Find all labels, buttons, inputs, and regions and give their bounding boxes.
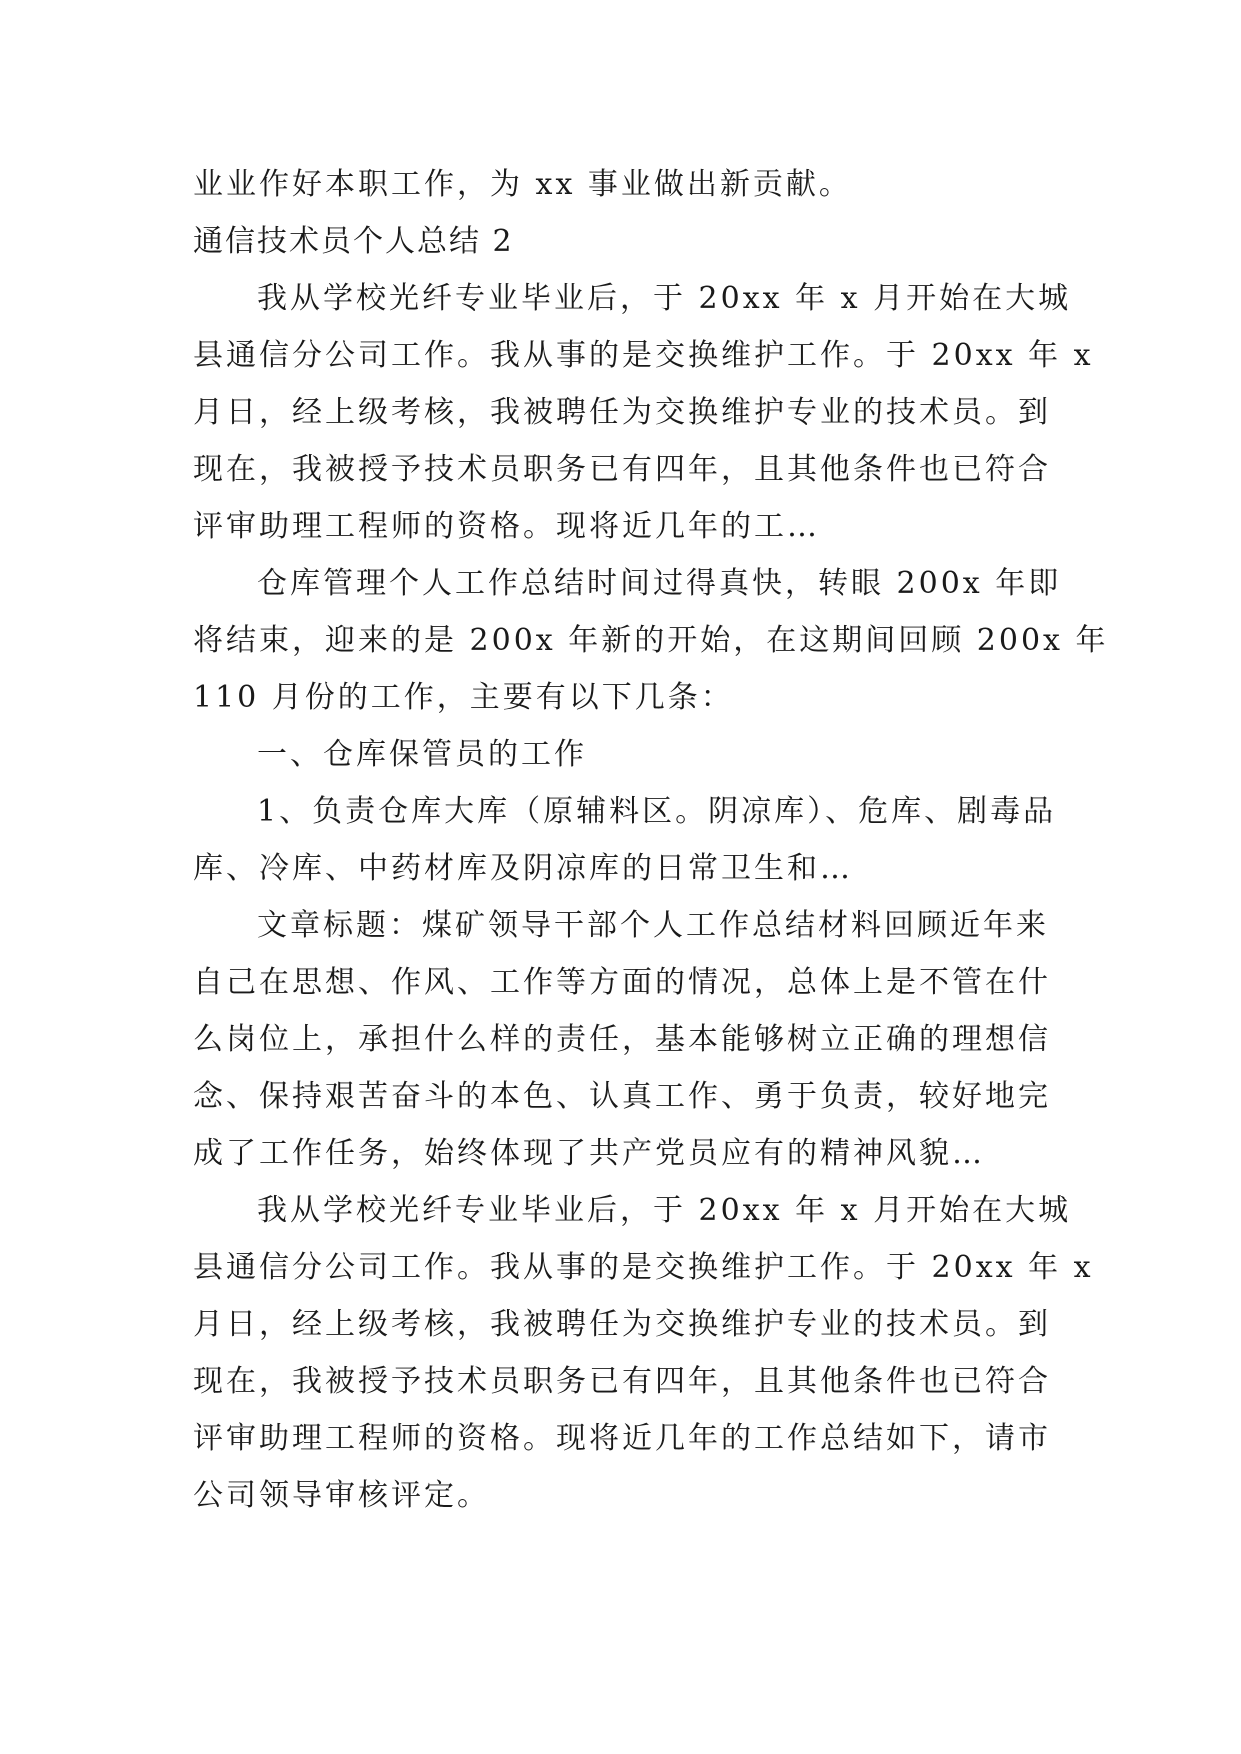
paragraph-2 <box>193 555 1109 726</box>
paragraph-line: 公司领导审核评定。 <box>193 1478 490 1513</box>
paragraph-4 <box>193 783 1057 897</box>
paragraph-line: 成了工作任务，始终体现了共产党员应有的精神风貌… <box>193 1136 985 1171</box>
paragraph-line: 念、保持艰苦奋斗的本色、认真工作、勇于负责，较好地完 <box>193 1079 1051 1114</box>
paragraph-3 <box>193 726 1053 783</box>
paragraph-line: 自己在思想、作风、工作等方面的情况，总体上是不管在什 <box>193 965 1051 1000</box>
paragraph-line: 么岗位上，承担什么样的责任，基本能够树立正确的理想信 <box>193 1022 1051 1057</box>
list-item-line: 库、冷库、中药材库及阴凉库的日常卫生和… <box>193 851 853 886</box>
paragraph-line: 评审助理工程师的资格。现将近几年的工作总结如下，请市 <box>193 1421 1051 1456</box>
document-page <box>193 156 1109 1524</box>
paragraph-5 <box>193 897 1053 1182</box>
paragraph-line: 县通信分公司工作。我从事的是交换维护工作。于 20xx 年 x <box>193 338 1094 373</box>
list-item-line: 1、负责仓库大库（原辅料区。阴凉库）、危库、剧毒品 <box>257 794 1057 829</box>
intro-line: 业业作好本职工作，为 xx 事业做出新贡献。 <box>193 167 852 202</box>
paragraph-line: 月日，经上级考核，我被聘任为交换维护专业的技术员。到 <box>193 1307 1051 1342</box>
paragraph-line: 文章标题：煤矿领导干部个人工作总结材料回顾近年来 <box>257 908 1049 943</box>
paragraph-line: 月日，经上级考核，我被聘任为交换维护专业的技术员。到 <box>193 395 1051 430</box>
paragraph-line: 仓库管理个人工作总结时间过得真快，转眼 200x 年即 <box>257 566 1062 601</box>
paragraph-6 <box>193 1182 1094 1524</box>
paragraph-line: 我从学校光纤专业毕业后，于 20xx 年 x 月开始在大城 <box>257 281 1072 316</box>
section-heading: 通信技术员个人总结 2 <box>193 224 514 259</box>
paragraph-line: 县通信分公司工作。我从事的是交换维护工作。于 20xx 年 x <box>193 1250 1094 1285</box>
paragraph-line: 评审助理工程师的资格。现将近几年的工… <box>193 509 820 544</box>
paragraph-line: 我从学校光纤专业毕业后，于 20xx 年 x 月开始在大城 <box>257 1193 1072 1228</box>
paragraph-line: 现在，我被授予技术员职务已有四年，且其他条件也已符合 <box>193 452 1051 487</box>
paragraph-1 <box>193 270 1094 555</box>
list-heading-line: 一、仓库保管员的工作 <box>257 737 587 772</box>
paragraph-line: 将结束，迎来的是 200x 年新的开始，在这期间回顾 200x 年 <box>193 623 1109 658</box>
paragraph-line: 110 月份的工作，主要有以下几条： <box>193 680 734 715</box>
paragraph-line: 现在，我被授予技术员职务已有四年，且其他条件也已符合 <box>193 1364 1051 1399</box>
